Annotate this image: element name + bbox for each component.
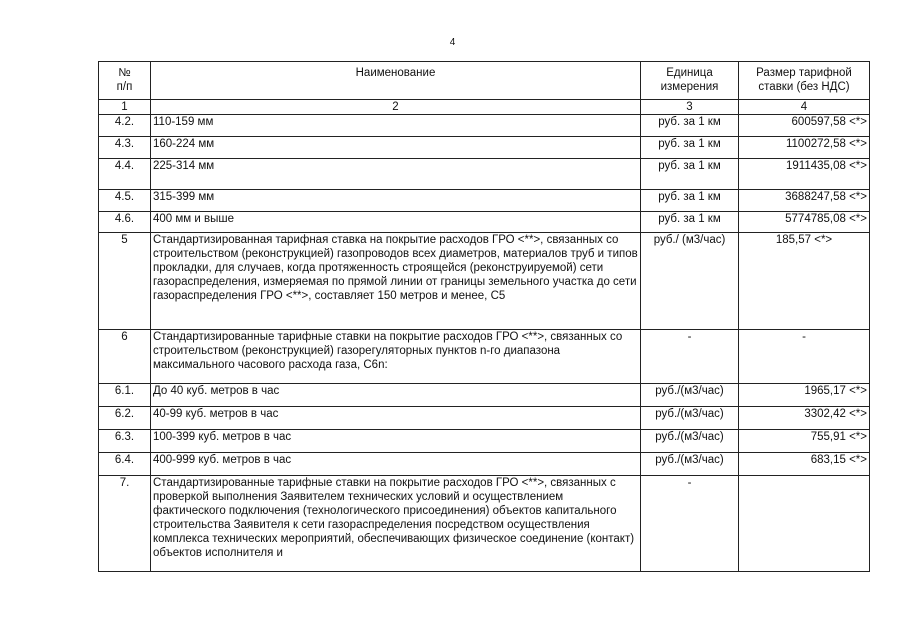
row-unit: - — [641, 476, 739, 572]
row-rate: 1911435,08 <*> — [739, 159, 870, 190]
table-row — [99, 384, 870, 407]
row-rate: 600597,58 <*> — [739, 115, 870, 137]
table-row — [99, 115, 870, 137]
row-number: 6.1. — [99, 384, 151, 407]
row-number: 6.2. — [99, 407, 151, 430]
column-index: 4 — [739, 100, 870, 115]
row-number: 4.2. — [99, 115, 151, 137]
tariff-table — [98, 61, 870, 572]
row-rate: 3302,42 <*> — [739, 407, 870, 430]
row-unit: руб./(м3/час) — [641, 384, 739, 407]
row-unit: руб. за 1 км — [641, 212, 739, 233]
table-row — [99, 407, 870, 430]
row-name: 110-159 мм — [151, 115, 641, 137]
row-unit: руб. за 1 км — [641, 159, 739, 190]
row-name: 400 мм и выше — [151, 212, 641, 233]
row-number: 4.4. — [99, 159, 151, 190]
row-number: 4.6. — [99, 212, 151, 233]
row-unit: руб. за 1 км — [641, 190, 739, 212]
column-index: 1 — [99, 100, 151, 115]
row-number: 6 — [99, 330, 151, 384]
row-name: 315-399 мм — [151, 190, 641, 212]
table-row — [99, 476, 870, 572]
row-rate: 683,15 <*> — [739, 453, 870, 476]
table-row — [99, 137, 870, 159]
table-row — [99, 453, 870, 476]
row-name: 100-399 куб. метров в час — [151, 430, 641, 453]
row-name: Стандартизированная тарифная ставка на покрытие расходов ГРО <**>, связанных со строительством (реконструкцией) газопроводов всех диаметров, материалов труб и типов прокладки, для случаев, когда протяженность строящейся (реконструируемой) сети газораспределения, измеряемая по прямой линии от границы земельного участка до сети газораспределения ГРО <**>, составляет 150 метров и менее, С5 — [151, 233, 641, 330]
column-index-row — [99, 100, 870, 115]
row-number: 6.3. — [99, 430, 151, 453]
table-row — [99, 212, 870, 233]
header-name: Наименование — [151, 62, 641, 100]
table-row — [99, 159, 870, 190]
header-num: № п/п — [99, 62, 151, 100]
page-number: 4 — [449, 37, 456, 48]
header-rate: Размер тарифной ставки (без НДС) — [739, 62, 870, 100]
table-row — [99, 233, 870, 330]
row-number: 4.3. — [99, 137, 151, 159]
row-rate: 185,57 <*> — [739, 233, 870, 330]
row-name: Стандартизированные тарифные ставки на покрытие расходов ГРО <**>, связанных со строительством (реконструкцией) газорегуляторных пунктов n-го диапазона максимального часового расхода газа, С6n: — [151, 330, 641, 384]
row-unit: руб./(м3/час) — [641, 453, 739, 476]
row-rate: 5774785,08 <*> — [739, 212, 870, 233]
row-rate — [739, 476, 870, 572]
row-rate: 3688247,58 <*> — [739, 190, 870, 212]
row-number: 5 — [99, 233, 151, 330]
row-unit: руб./ (м3/час) — [641, 233, 739, 330]
row-name: 400-999 куб. метров в час — [151, 453, 641, 476]
row-number: 7. — [99, 476, 151, 572]
row-number: 6.4. — [99, 453, 151, 476]
table-row — [99, 430, 870, 453]
row-name: 225-314 мм — [151, 159, 641, 190]
row-name: Стандартизированные тарифные ставки на покрытие расходов ГРО <**>, связанных с проверкой выполнения Заявителем технических условий и осуществлением фактического подключения (технологического присоединения) объектов капитального строительства Заявителя к сети газораспределения посредством осуществления комплекса технических мероприятий, обеспечивающих физическое соединение (контакт) объектов исполнителя и — [151, 476, 641, 572]
row-name: 40-99 куб. метров в час — [151, 407, 641, 430]
row-rate: - — [739, 330, 870, 384]
row-unit: руб. за 1 км — [641, 137, 739, 159]
row-name: 160-224 мм — [151, 137, 641, 159]
table-row — [99, 190, 870, 212]
table-header-row — [99, 62, 870, 100]
column-index: 3 — [641, 100, 739, 115]
row-unit: руб./(м3/час) — [641, 407, 739, 430]
row-rate: 1965,17 <*> — [739, 384, 870, 407]
row-rate: 1100272,58 <*> — [739, 137, 870, 159]
row-rate: 755,91 <*> — [739, 430, 870, 453]
row-unit: руб. за 1 км — [641, 115, 739, 137]
column-index: 2 — [151, 100, 641, 115]
row-unit: - — [641, 330, 739, 384]
row-name: До 40 куб. метров в час — [151, 384, 641, 407]
row-unit: руб./(м3/час) — [641, 430, 739, 453]
row-number: 4.5. — [99, 190, 151, 212]
header-unit: Единица измерения — [641, 62, 739, 100]
table-row — [99, 330, 870, 384]
